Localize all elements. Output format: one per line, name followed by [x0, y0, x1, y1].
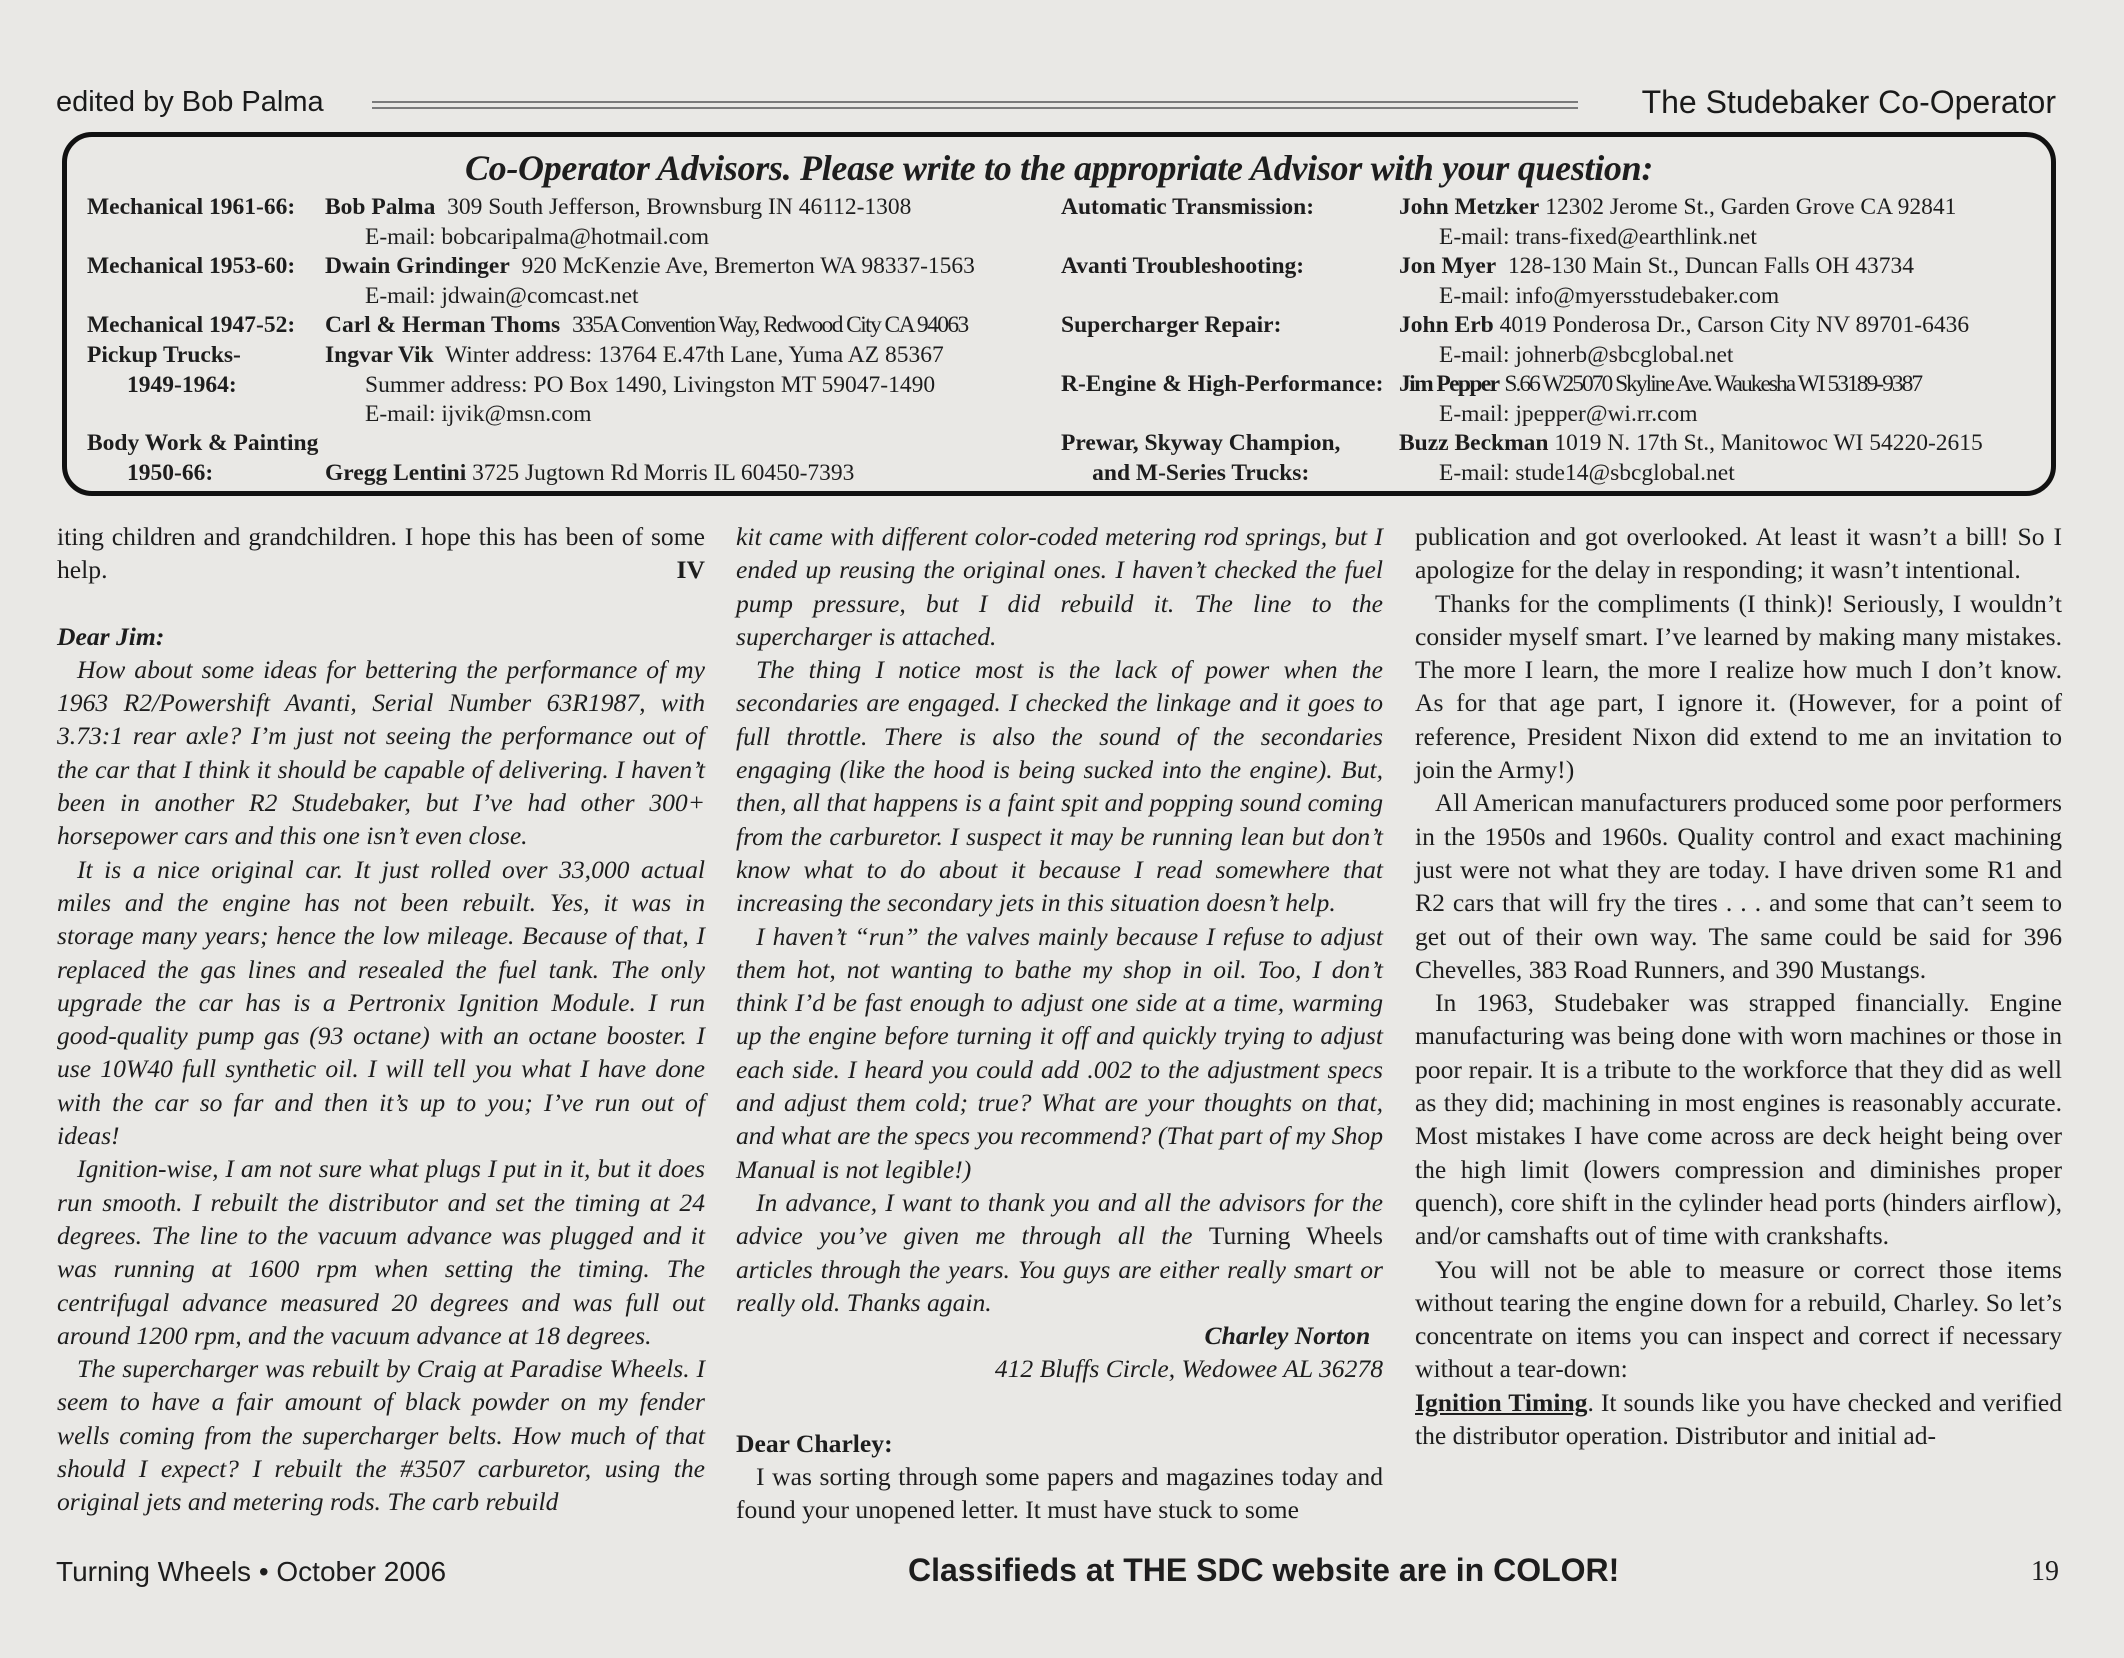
advisor-address: 12302 Jerome St., Garden Grove CA 92841: [1545, 194, 1957, 220]
reply-paragraph: You will not be able to measure or correct those items without tearing the engine down for a rebuild, Charley. So let’s concentrate on items you can inspect and correct if necessary without a tear-down:: [1415, 1254, 2062, 1384]
advisor-email[interactable]: E-mail: trans-fixed@earthlink.net: [1439, 223, 1757, 250]
advisor-contact: [1399, 311, 1969, 370]
advisor-entry: [1061, 311, 1281, 341]
reply-paragraph: In 1963, Studebaker was strapped financially. Engine manufacturing was being done with worn machines or those in poor repair. It is a tribute to the workforce that they did as well as they did; machining in most engines is reasonably accurate. Most mistakes I have come across are deck height being over the high limit (lowers compression and diminishes proper quench), core shift in the cylinder head ports (hinders airflow), and/or camshafts out of time with crankshafts.: [1415, 988, 2062, 1251]
letter-paragraph: The supercharger was rebuilt by Craig at Paradise Wheels. I seem to have a fair amount of black powder on my fender wells coming from the supercharger belts. How much of that should I expect? I rebuilt the #3507 carburetor, using the original jets and metering rods. The carb rebuild: [57, 1354, 705, 1517]
reply-text: . It sounds like you have checked and verified the distributor operation. Distributor and initial ad-: [1415, 1387, 2062, 1451]
advisor-address: 335A Convention Way, Redwood City CA 94063: [571, 312, 968, 338]
advisor-name: Jon Myer: [1399, 253, 1497, 279]
letter-text: articles through the years. You guys are either really smart or really old. Thanks again.: [736, 1254, 1383, 1317]
advisor-address: 1019 N. 17th St., Manitowoc WI 54220-2615: [1554, 430, 1983, 456]
advisor-name: Jim Pepper: [1399, 371, 1499, 397]
reply-paragraph: Thanks for the compliments (I think)! Seriously, I wouldn’t consider myself smart. I’ve learned by making many mistakes. The more I learn, the more I realize how much I don’t know. As for that age part, I ignore it. (However, for a point of reference, President Nixon did extend to me an invitation to join the Army!): [1415, 588, 2062, 785]
advisors-box: [62, 132, 2056, 496]
advisor-entry: [1061, 193, 1314, 223]
signer-name: Charley Norton: [1204, 1321, 1371, 1351]
letter-paragraph: Ignition-wise, I am not sure what plugs I put in it, but it does run smooth. I rebuilt the distributor and set the timing at 24 degrees. The line to the vacuum advance was plugged and it was running at 1600 rpm when setting the timing. The centrifugal advance measured 20 degrees and was full out around 1200 rpm, and the vacuum advance at 18 degrees.: [57, 1154, 705, 1350]
advisor-contact: [1399, 252, 1914, 311]
advisor-contact: [325, 311, 968, 341]
publication-title: Turning Wheels: [1208, 1221, 1383, 1251]
letter-signer: [736, 1319, 1383, 1352]
advisor-category: Automatic Transmission:: [1061, 194, 1315, 220]
advisor-contact: [1399, 193, 1956, 252]
reply-paragraph: All American manufacturers produced some poor performers in the 1950s and 1960s. Quality control and exact machining just were not what they are today. I have driven some R1 and R2 cars that will fry the tires . . . and some that can’t seem to get out of their own way. The same could be said for 396 Chevelles, 383 Road Runners, and 390 Mustangs.: [1415, 788, 2062, 984]
advisor-name: Buzz Beckman: [1399, 430, 1549, 456]
advisor-address: S.66 W25070 Skyline Ave. Waukesha WI 53189-9387: [1504, 371, 1922, 397]
running-head-editor: edited by Bob Palma: [56, 86, 324, 118]
advisor-entry: [87, 193, 295, 223]
letter-paragraph: I haven’t “run” the valves mainly because I refuse to adjust them hot, not wanting to bathe my shop in oil. Too, I don’t think I’d be fast enough to adjust one side at a time, warming up the engine before turning it off and quickly trying to adjust each side. I heard you could add .002 to the adjustment specs and adjust them cold; true? What are your thoughts on that, and what are the specs you recommend? (That part of my Shop Manual is not legible!): [736, 921, 1383, 1184]
advisor-category: Supercharger Repair:: [1061, 312, 1282, 338]
advisor-entry: [87, 311, 295, 341]
previous-answer-text: iting children and grandchildren. I hope this has been of some help.: [57, 522, 705, 585]
header-double-rule: [372, 101, 1578, 109]
advisor-address: 128-130 Main St., Duncan Falls OH 43734: [1508, 253, 1915, 279]
advisor-email[interactable]: E-mail: jpepper@wi.rr.com: [1439, 400, 1698, 427]
footer-classifieds-banner: Classifieds at THE SDC website are in COLOR!: [908, 1552, 1620, 1588]
reply-paragraph: I was sorting through some papers and magazines today and found your unopened letter. It must have stuck to some: [736, 1462, 1383, 1525]
previous-answer-signature: IV: [676, 555, 705, 585]
running-head-column-title: The Studebaker Co-Operator: [1641, 84, 2056, 120]
advisor-contact: [325, 193, 911, 252]
advisor-address: 309 South Jefferson, Brownsburg IN 46112-1308: [447, 194, 912, 220]
advisor-category: Prewar, Skyway Champion,: [1061, 430, 1341, 456]
letter-paragraph: The thing I notice most is the lack of power when the secondaries are engaged. I checked the linkage and it goes to full throttle. There is also the sound of the secondaries engaging (like the hood is being sucked into the engine). But, then, all that happens is a faint spit and popping sound coming from the carburetor. I suspect it may be running lean but don’t know what to do about it because I read somewhere that increasing the secondary jets in this situation doesn’t help.: [736, 655, 1383, 918]
advisor-name: Ingvar Vik: [325, 342, 434, 368]
advisor-entry: [1061, 370, 1383, 400]
footer-publication-date: Turning Wheels • October 2006: [56, 1556, 447, 1587]
advisor-entry: [87, 429, 318, 488]
advisor-contact: [325, 252, 975, 311]
letter-paragraph: How about some ideas for bettering the performance of my 1963 R2/Powershift Avanti, Serial Number 63R1987, with 3.73:1 rear axle? I’m just not seeing the performance out of the car that I think it should be capable of delivering. I haven’t been in another R2 Studebaker, but I’ve had other 300+ horsepower cars and this one isn’t even close.: [57, 654, 705, 851]
advisor-email[interactable]: E-mail: stude14@sbcglobal.net: [1439, 459, 1735, 486]
advisor-address: 3725 Jugtown Rd Morris IL 60450-7393: [472, 460, 855, 486]
reply-paragraph: publication and got overlooked. At least it wasn’t a bill! So I apologize for the delay in responding; it wasn’t intentional.: [1415, 522, 2062, 585]
article-column-3: [1415, 520, 2062, 1452]
article-column-1: [57, 520, 705, 1519]
advisor-email[interactable]: E-mail: jdwain@comcast.net: [365, 282, 639, 309]
advisor-email[interactable]: E-mail: johnerb@sbcglobal.net: [1439, 341, 1734, 368]
spacer: [736, 1386, 1383, 1419]
advisor-address: 4019 Ponderosa Dr., Carson City NV 89701-6436: [1499, 312, 1970, 338]
advisors-title: Co-Operator Advisors. Please write to the appropriate Advisor with your question:: [464, 148, 1654, 188]
advisor-contact: [1399, 370, 1921, 429]
advisor-entry: [1061, 429, 1340, 488]
advisor-category: Mechanical 1961-66:: [87, 194, 296, 220]
section-heading-ignition-timing: Ignition Timing: [1415, 1387, 1588, 1417]
letter-paragraph: [736, 1186, 1383, 1319]
advisor-entry: [87, 252, 295, 282]
letter-paragraph: kit came with different color-coded metering rod springs, but I ended up reusing the original ones. I haven’t checked the fuel pump pressure, but I did rebuild it. The line to the supercharger is attached.: [736, 522, 1383, 651]
advisor-address-alt: Summer address: PO Box 1490, Livingston MT 59047-1490: [365, 371, 936, 398]
advisor-name: John Metzker: [1399, 194, 1540, 220]
advisor-entry: [1061, 252, 1304, 282]
advisor-contact: [1399, 429, 1983, 488]
advisor-email[interactable]: E-mail: bobcaripalma@hotmail.com: [365, 223, 710, 250]
advisor-contact: [325, 459, 854, 489]
signer-address: 412 Bluffs Circle, Wedowee AL 36278: [994, 1354, 1383, 1384]
advisor-name: Dwain Grindinger: [325, 253, 510, 279]
letter-paragraph: It is a nice original car. It just rolled over 33,000 actual miles and the engine has not been rebuilt. Yes, it was in storage many years; hence the low mileage. Because of that, I replaced the gas lines and resealed the fuel tank. The only upgrade the car has is a Pertronix Ignition Module. I run good-quality pump gas (93 octane) with an octane booster. I use 10W40 full synthetic oil. I will tell you what I have done with the car so far and then it’s up to you; I’ve run out of ideas!: [57, 854, 705, 1151]
advisor-category: Pickup Trucks-: [87, 342, 241, 368]
advisor-category: Mechanical 1953-60:: [87, 253, 296, 279]
advisor-name: Carl & Herman Thoms: [325, 312, 561, 338]
advisor-email[interactable]: E-mail: info@myersstudebaker.com: [1439, 282, 1780, 309]
advisor-category-line2: 1949-1964:: [127, 371, 237, 398]
advisor-email[interactable]: E-mail: ijvik@msn.com: [365, 401, 592, 427]
advisor-category: Avanti Troubleshooting:: [1061, 253, 1305, 279]
advisor-category: Mechanical 1947-52:: [87, 312, 296, 338]
article-column-2: [736, 520, 1383, 1527]
advisor-category: Body Work & Painting: [87, 430, 319, 456]
reply-paragraph: [1415, 1386, 2062, 1453]
advisor-category-line2: 1950-66:: [127, 459, 214, 486]
advisor-address: Winter address: 13764 E.47th Lane, Yuma AZ 85367: [444, 342, 944, 368]
advisor-entry: [87, 341, 241, 400]
page-number: 19: [2031, 1556, 2059, 1587]
advisor-name: Gregg Lentini: [325, 460, 467, 486]
advisor-contact: [325, 341, 944, 430]
letter-salutation: Dear Jim:: [57, 621, 165, 651]
advisor-category: R-Engine & High-Performance:: [1061, 371, 1384, 397]
advisor-category-line2: and M-Series Trucks:: [1092, 459, 1310, 486]
previous-answer-ending: [57, 520, 705, 587]
letter-text: In advance, I want to thank you and all the advisors for the advice you’ve given me through all the: [736, 1187, 1383, 1251]
reply-salutation: Dear Charley:: [736, 1428, 893, 1458]
advisor-address: 920 McKenzie Ave, Bremerton WA 98337-1563: [521, 253, 975, 279]
advisor-name: Bob Palma: [325, 194, 436, 220]
advisor-name: John Erb: [1399, 312, 1494, 338]
